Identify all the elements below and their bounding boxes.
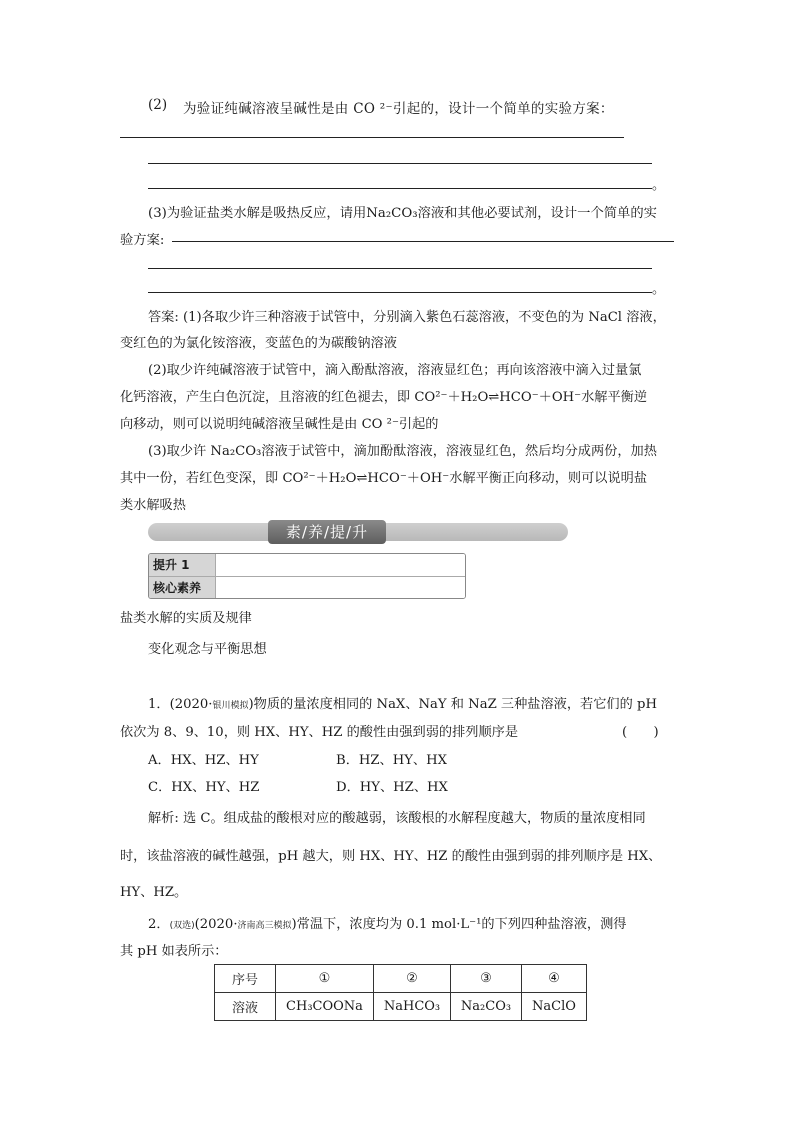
question-type-tag: (双选) [169, 921, 195, 931]
table-row [215, 965, 587, 993]
line-end-period: 。 [652, 282, 666, 297]
problem1-line1: 1．(2020·银川模拟)物质的量浓度相同的 NaX、NaY 和 NaZ 三种盐溶液，若它们的 pH [148, 697, 657, 712]
option-c: C．HX、HY、HZ [148, 780, 260, 795]
table-cell: 序号 [215, 965, 276, 993]
answer-p1-line2: 变红色的为氯化铵溶液，变蓝色的为碳酸钠溶液 [120, 336, 397, 351]
table-cell: ① [276, 965, 374, 993]
salt-table [214, 964, 587, 1021]
q2-label: (2) [148, 97, 168, 113]
table-cell: 溶液 [215, 993, 276, 1021]
answer-p2-line3: 向移动，则可以说明纯碱溶液呈碱性是由 CO ²⁻引起的 [120, 417, 439, 432]
answer-p1-line1: 答案: (1)各取少许三种溶液于试管中，分别滴入紫色石蕊溶液，不变色的为 NaCl 溶液， [148, 310, 666, 325]
line-end-period: 。 [652, 178, 666, 193]
analysis-line2: 时，该盐溶液的碱性越强，pH 越大，则 HX、HY、HZ 的酸性由强到弱的排列顺序是 HX、 [120, 849, 662, 864]
table-cell: CH₃COONa [276, 993, 374, 1021]
problem1-line2: 依次为 8、9、10，则 HX、HY、HZ 的酸性由强到弱的排列顺序是 [120, 725, 519, 740]
analysis-line1: 解析: 选 C。组成盐的酸根对应的酸越弱，该酸根的水解程度越大，物质的量浓度相同 [148, 811, 646, 826]
table-row [215, 993, 587, 1021]
answer-p2-line2: 化钙溶液，产生白色沉淀，且溶液的红色褪去，即 CO²⁻＋H₂O⇌HCO⁻＋OH⁻水解平衡逆 [120, 390, 648, 405]
q3-line2: 验方案: [120, 233, 165, 248]
answer-p3-line2: 其中一份，若红色变深，即 CO²⁻＋H₂O⇌HCO⁻＋OH⁻水解平衡正向移动，则可以说明盐 [120, 471, 648, 486]
q3-line1: (3)为验证盐类水解是吸热反应，请用Na₂CO₃溶液和其他必要试剂，设计一个简单的实 [148, 206, 657, 221]
answer-blank-line [120, 137, 624, 138]
table-cell: Na₂CO₃ [451, 993, 522, 1021]
option-b: B．HZ、HY、HX [336, 753, 448, 768]
answer-blank-line [148, 188, 652, 189]
source-label: 济南高三模拟 [237, 921, 292, 931]
answer-bracket: ( ) [622, 725, 659, 740]
answer-blank-line [148, 163, 652, 164]
tag-improve: 提升 1 [149, 554, 215, 576]
source-label: 银川模拟 [212, 701, 249, 711]
q2-text: 为验证纯碱溶液呈碱性是由 CO ²⁻引起的，设计一个简单的实验方案： [183, 101, 614, 117]
answer-p3-line3: 类水解吸热 [120, 498, 186, 513]
table-cell: NaHCO₃ [374, 993, 451, 1021]
section-banner [148, 523, 568, 541]
section-subtitle: 变化观念与平衡思想 [148, 642, 267, 657]
table-cell: ④ [522, 965, 587, 993]
problem2-line1: 2．(双选)(2020·济南高三模拟)常温下，浓度均为 0.1 mol·L⁻¹的下列四种盐溶液，测得 [148, 917, 627, 932]
analysis-line3: HY、HZ。 [120, 885, 188, 900]
tag-box [148, 553, 466, 599]
option-d: D．HY、HZ、HX [336, 780, 448, 795]
section-title: 盐类水解的实质及规律 [120, 611, 252, 626]
answer-p2-line1: (2)取少许纯碱溶液于试管中，滴入酚酞溶液，溶液显红色；再向该溶液中滴入过量氯 [148, 363, 642, 378]
answer-blank-line [172, 241, 674, 242]
tag-core-literacy: 核心素养 [149, 577, 215, 599]
table-cell: ② [374, 965, 451, 993]
answer-p3-line1: (3)取少许 Na₂CO₃溶液于试管中，滴加酚酞溶液，溶液显红色，然后均分成两份，加热 [148, 444, 657, 459]
option-a: A．HX、HZ、HY [148, 753, 259, 768]
table-cell: ③ [451, 965, 522, 993]
banner-label: 素/养/提/升 [268, 520, 386, 544]
problem2-line2: 其 pH 如表所示： [120, 944, 228, 959]
answer-blank-line [148, 268, 652, 269]
answer-blank-line [148, 292, 652, 293]
table-cell: NaClO [522, 993, 587, 1021]
